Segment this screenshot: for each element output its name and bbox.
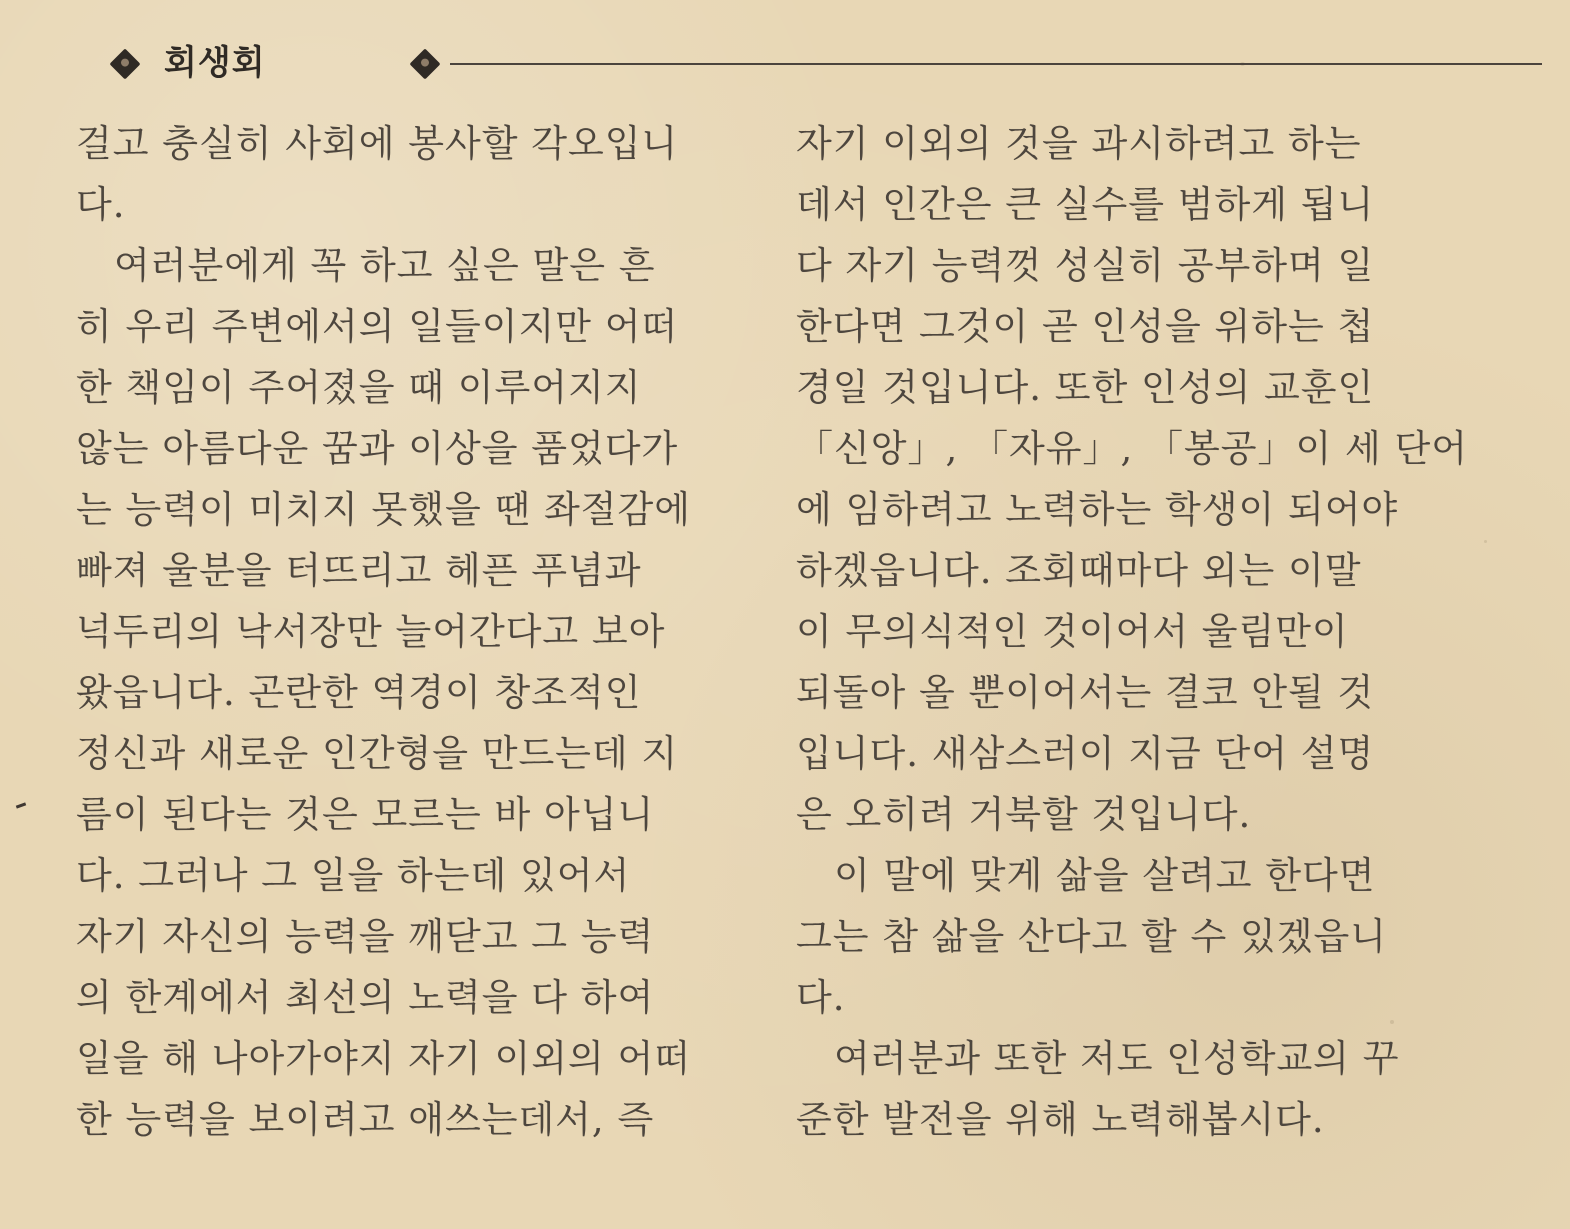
margin-mark	[16, 802, 26, 808]
text-line: 빠져 울분을 터뜨리고 헤픈 푸념과	[76, 549, 642, 592]
diamond-ornament-icon	[409, 48, 440, 79]
text-line: 준한 발전을 위해 노력해봅시다.	[796, 1098, 1325, 1141]
text-line: 한다면 그것이 곧 인성을 위하는 첩	[796, 305, 1375, 348]
text-line: 넉두리의 낙서장만 늘어간다고 보아	[76, 610, 666, 653]
text-line: 은 오히려 거북할 것입니다.	[796, 793, 1252, 836]
paragraph-start-line: 여러분에게 꼭 하고 싶은 말은 흔	[114, 244, 656, 287]
text-line: 는 능력이 미치지 못했을 땐 좌절감에	[76, 488, 691, 531]
right-text-column	[796, 113, 1468, 1150]
left-text-column	[76, 113, 728, 1150]
text-line: 히 우리 주변에서의 일들이지만 어떠	[76, 305, 679, 348]
text-line: 다 자기 능력껏 성실히 공부하며 일	[796, 244, 1375, 287]
text-line: 왔읍니다. 곤란한 역경이 창조적인	[76, 671, 642, 714]
paper-speck	[1484, 540, 1487, 543]
text-line: 자기 이외의 것을 과시하려고 하는	[796, 122, 1362, 165]
text-line: 걸고 충실히 사회에 봉사할 각오입니	[76, 122, 679, 165]
text-line: 데서 인간은 큰 실수를 범하게 됩니	[796, 183, 1375, 226]
text-line: 경일 것입니다. 또한 인성의 교훈인	[796, 366, 1375, 409]
page-header	[108, 40, 1440, 86]
text-line: 한 책임이 주어졌을 때 이루어지지	[76, 366, 642, 409]
text-line: 입니다. 새삼스러이 지금 단어 설명	[796, 732, 1375, 775]
text-line: 에 임하려고 노력하는 학생이 되어야	[796, 488, 1399, 531]
text-line: 름이 된다는 것은 모르는 바 아닙니	[76, 793, 655, 836]
text-line: 의 한계에서 최선의 노력을 다 하여	[76, 976, 655, 1019]
header-rule	[450, 63, 1542, 65]
text-line: 자기 자신의 능력을 깨닫고 그 능력	[76, 915, 655, 958]
text-line: 되돌아 올 뿐이어서는 결코 안될 것	[796, 671, 1375, 714]
text-line: 다.	[796, 976, 846, 1019]
section-title: 회생회	[164, 43, 266, 83]
text-line: 다.	[76, 183, 126, 226]
text-line: 다. 그러나 그 일을 하는데 있어서	[76, 854, 631, 897]
text-line: 않는 아름다운 꿈과 이상을 품었다가	[76, 427, 679, 470]
diamond-ornament-icon	[109, 48, 140, 79]
paragraph-start-line: 이 말에 맞게 삶을 살려고 한다면	[834, 854, 1376, 897]
text-line: 정신과 새로운 인간형을 만드는데 지	[76, 732, 679, 775]
text-line: 하겠읍니다. 조회때마다 외는 이말	[796, 549, 1362, 592]
paragraph-start-line: 여러분과 또한 저도 인성학교의 꾸	[834, 1037, 1400, 1080]
text-line: 이 무의식적인 것이어서 울림만이	[796, 610, 1349, 653]
text-line: 한 능력을 보이려고 애쓰는데서, 즉	[76, 1098, 655, 1141]
text-line: 그는 참 삶을 산다고 할 수 있겠읍니	[796, 915, 1387, 958]
text-line: 「신앙」, 「자유」, 「봉공」이 세 단어	[796, 427, 1468, 470]
text-line: 일을 해 나아가야지 자기 이외의 어떠	[76, 1037, 691, 1080]
